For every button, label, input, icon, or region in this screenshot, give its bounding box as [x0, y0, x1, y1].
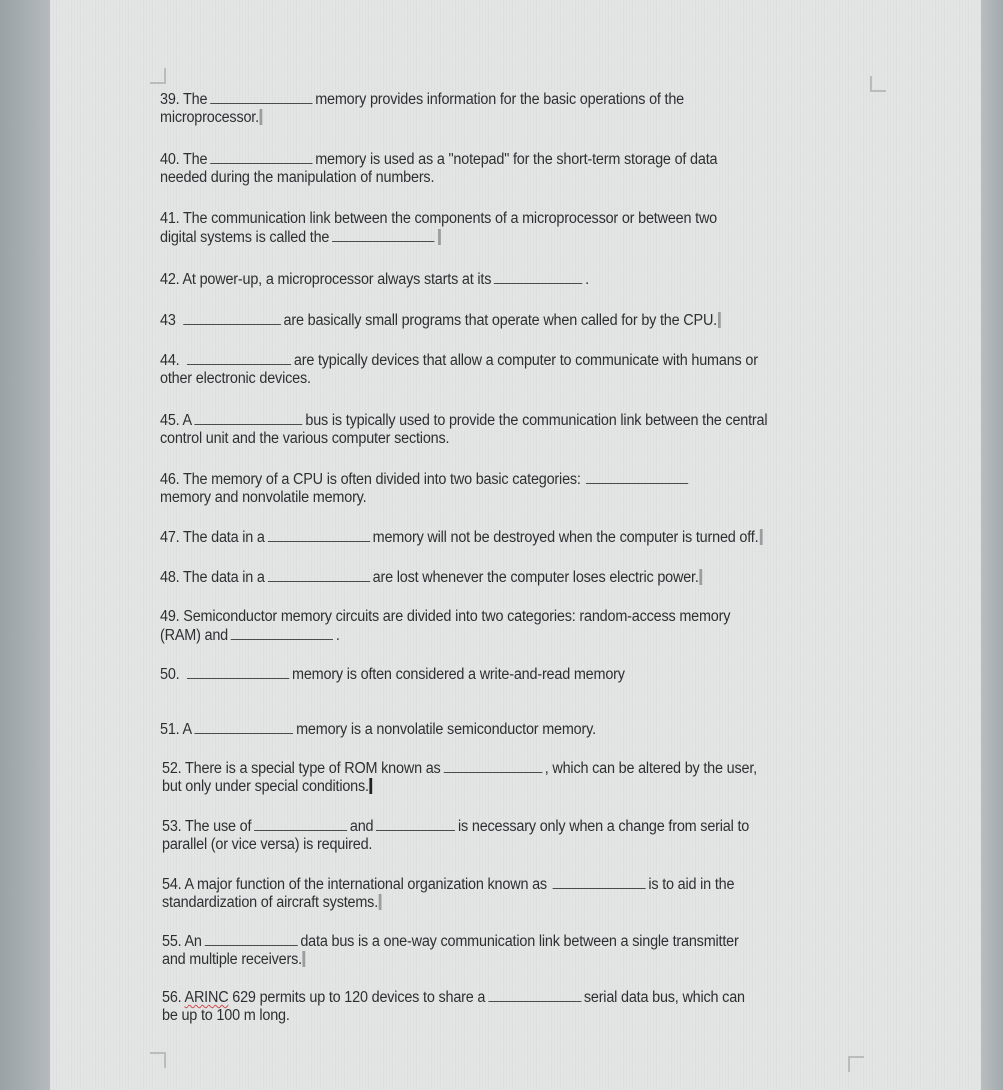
question-46: 46. The memory of a CPU is often divided into two basic categories: memory and nonvolatile memory.: [160, 470, 691, 507]
answer-blank-44[interactable]: [187, 351, 291, 365]
margin-corner-mark: [150, 68, 166, 84]
margin-corner-mark: [150, 1052, 166, 1068]
question-44: 44. are typically devices that allow a computer to communicate with humans or other electronic devices.: [160, 352, 758, 387]
answer-blank-53a[interactable]: [254, 817, 347, 831]
question-50: 50. memory is often considered a write-and-read memory: [160, 666, 625, 683]
question-49: 49. Semiconductor memory circuits are divided into two categories: random-access memory (RAM) and .: [160, 608, 731, 644]
question-43: 43 are basically small programs that operate when called for by the CPU.: [160, 311, 721, 330]
text-cursor: [759, 529, 762, 545]
answer-blank-49[interactable]: [231, 626, 333, 640]
question-52: 52. There is a special type of ROM known as , which can be altered by the user, but only under special conditions.: [162, 760, 757, 795]
answer-blank-50[interactable]: [187, 665, 289, 679]
question-54: 54. A major function of the international organization known as is to aid in the standardization of aircraft systems.: [162, 876, 735, 911]
answer-blank-52[interactable]: [443, 759, 542, 773]
question-56: 56. ARINC 629 permits up to 120 devices to share a serial data bus, which can be up to 100 m long.: [162, 989, 745, 1024]
text-cursor: [379, 894, 382, 910]
text-cursor: [260, 109, 263, 125]
answer-blank-51[interactable]: [195, 720, 294, 734]
answer-blank-39[interactable]: [210, 90, 312, 104]
answer-blank-47[interactable]: [268, 528, 370, 542]
answer-blank-56[interactable]: [488, 988, 581, 1002]
answer-blank-53b[interactable]: [376, 817, 455, 831]
text-cursor: [438, 229, 441, 245]
question-40: 40. The memory is used as a "notepad" for the short-term storage of data needed during the manipulation of numbers.: [160, 151, 718, 186]
question-51: 51. A memory is a nonvolatile semiconductor memory.: [160, 721, 596, 738]
spellcheck-flagged-word[interactable]: ARINC: [184, 989, 229, 1006]
text-cursor: [370, 778, 373, 794]
question-47: 47. The data in a memory will not be destroyed when the computer is turned off.: [160, 528, 762, 547]
margin-corner-mark: [870, 76, 886, 92]
question-42: 42. At power-up, a microprocessor always starts at its .: [160, 271, 590, 288]
answer-blank-42[interactable]: [494, 270, 582, 284]
question-53: 53. The use of and is necessary only when a change from serial to parallel (or vice versa) is required.: [162, 818, 750, 853]
screen-bezel-left: [0, 0, 50, 1090]
question-55: 55. An data bus is a one-way communication link between a single transmitter and multiple receivers.: [162, 933, 739, 968]
text-cursor: [303, 951, 306, 967]
margin-corner-mark: [848, 1056, 864, 1072]
answer-blank-43[interactable]: [183, 311, 281, 325]
question-48: 48. The data in a are lost whenever the computer loses electric power.: [160, 568, 702, 587]
question-39: 39. The memory provides information for the basic operations of the microprocessor.: [160, 91, 685, 126]
question-45: 45. A bus is typically used to provide the communication link between the central control unit and the various computer sections.: [160, 412, 768, 447]
question-41: 41. The communication link between the components of a microprocessor or between two digital systems is called the: [160, 210, 718, 246]
text-cursor: [718, 312, 721, 328]
answer-blank-45[interactable]: [195, 411, 303, 425]
answer-blank-41[interactable]: [332, 228, 434, 242]
text-cursor: [700, 569, 703, 585]
answer-blank-55[interactable]: [205, 932, 298, 946]
answer-blank-54[interactable]: [553, 875, 646, 889]
answer-blank-48[interactable]: [268, 568, 370, 582]
screen-bezel-right: [981, 0, 1003, 1090]
answer-blank-46[interactable]: [586, 470, 688, 484]
answer-blank-40[interactable]: [210, 150, 312, 164]
